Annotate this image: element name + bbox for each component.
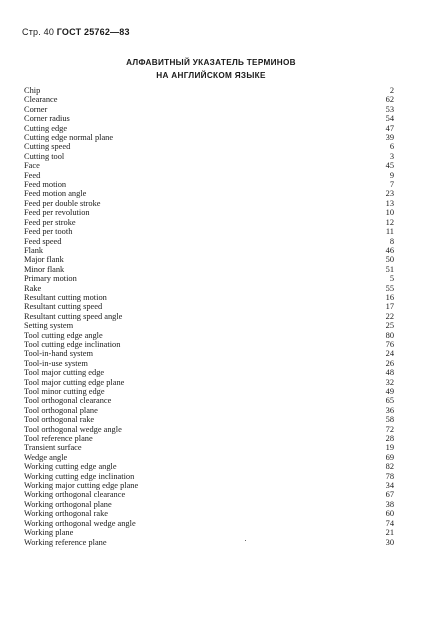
index-term-number: 60 xyxy=(385,509,394,519)
index-term-number: 82 xyxy=(385,462,394,472)
index-term-number: 50 xyxy=(385,255,394,265)
index-term: Tool major cutting edge xyxy=(24,368,105,378)
index-entry xyxy=(24,481,394,490)
index-entry xyxy=(24,274,394,283)
index-term-number: 49 xyxy=(385,387,394,396)
index-entry xyxy=(24,434,394,443)
index-term-number: 34 xyxy=(385,481,394,491)
index-entry xyxy=(24,302,394,311)
index-term: Clearance xyxy=(24,95,58,105)
index-term-number: 6 xyxy=(389,142,394,152)
index-term: Tool orthogonal plane xyxy=(24,405,98,415)
index-term: Feed per double stroke xyxy=(24,198,101,208)
index-entry xyxy=(24,293,394,302)
index-entry xyxy=(24,312,394,321)
index-term-number: 8 xyxy=(389,236,394,246)
index-term: Tool-in-hand system xyxy=(24,349,93,359)
index-entry xyxy=(24,208,394,217)
index-term-number: 3 xyxy=(389,151,394,161)
index-term: Working orthogonal clearance xyxy=(24,490,126,500)
index-term: Feed motion xyxy=(24,180,67,190)
index-term-number: 54 xyxy=(385,114,394,124)
index-term: Major flank xyxy=(24,255,64,265)
index-entry xyxy=(24,255,394,264)
index-term: Feed per stroke xyxy=(24,217,76,227)
index-entry xyxy=(24,500,394,509)
index-term: Resultant cutting speed angle xyxy=(24,311,123,321)
index-term-number: 72 xyxy=(385,424,394,434)
index-entry xyxy=(24,218,394,227)
index-term: Working reference plane xyxy=(24,537,107,547)
index-term: Wedge angle xyxy=(24,452,68,462)
index-term-number: 5 xyxy=(389,274,394,284)
index-term: Tool orthogonal rake xyxy=(24,415,95,425)
index-entry xyxy=(24,359,394,368)
index-entry xyxy=(24,378,394,387)
index-term: Working major cutting edge plane xyxy=(24,481,139,491)
index-term: Flank xyxy=(24,245,44,255)
index-entry xyxy=(24,321,394,330)
index-entry xyxy=(24,528,394,537)
index-entry xyxy=(24,95,394,104)
index-term: Cutting tool xyxy=(24,151,65,161)
index-term-number: 22 xyxy=(385,311,394,321)
index-entry xyxy=(24,180,394,189)
index-term: Feed per tooth xyxy=(24,227,73,237)
index-term-number: 36 xyxy=(385,405,394,415)
index-term: Working cutting edge angle xyxy=(24,462,117,472)
page-number-label: Стр. 40 xyxy=(22,27,55,37)
index-term-number: 58 xyxy=(385,415,394,425)
index-term-number: 30 xyxy=(385,537,394,547)
index-entry xyxy=(24,443,394,452)
index-term: Minor flank xyxy=(24,264,65,274)
index-term: Resultant cutting motion xyxy=(24,292,107,302)
index-entry xyxy=(24,265,394,274)
index-term: Tool cutting edge angle xyxy=(24,330,103,340)
index-entry xyxy=(24,86,394,95)
index-entry xyxy=(24,246,394,255)
index-term: Working plane xyxy=(24,528,74,538)
index-term: Chip xyxy=(24,86,41,95)
index-entry xyxy=(24,161,394,170)
index-entry xyxy=(24,284,394,293)
index-entry xyxy=(24,142,394,151)
index-term: Tool reference plane xyxy=(24,434,93,444)
index-term-number: 32 xyxy=(385,377,394,387)
index-term-number: 45 xyxy=(385,161,394,171)
index-entry xyxy=(24,227,394,236)
index-entry xyxy=(24,519,394,528)
index-term-number: 55 xyxy=(385,283,394,293)
index-term-number: 39 xyxy=(385,133,394,143)
index-term-number: 48 xyxy=(385,368,394,378)
index-term: Tool orthogonal wedge angle xyxy=(24,424,122,434)
index-term-number: 25 xyxy=(385,321,394,331)
index-entry xyxy=(24,509,394,518)
index-term: Working orthogonal plane xyxy=(24,499,112,509)
index-term-number: 7 xyxy=(389,180,394,190)
index-term-number: 12 xyxy=(385,217,394,227)
index-term-number: 10 xyxy=(385,208,394,218)
index-term: Cutting edge normal plane xyxy=(24,133,114,143)
page-header xyxy=(22,27,130,37)
index-term: Primary motion xyxy=(24,274,77,284)
index-entry xyxy=(24,114,394,123)
index-term-number: 69 xyxy=(385,452,394,462)
index-term: Tool-in-use system xyxy=(24,358,88,368)
index-term: Feed per revolution xyxy=(24,208,90,218)
index-title xyxy=(0,56,422,82)
index-entry xyxy=(24,152,394,161)
index-term-number: 28 xyxy=(385,434,394,444)
index-term: Rake xyxy=(24,283,42,293)
index-term: Face xyxy=(24,161,40,171)
index-entry xyxy=(24,406,394,415)
index-term-number: 67 xyxy=(385,490,394,500)
index-entry xyxy=(24,105,394,114)
index-term-number: 38 xyxy=(385,499,394,509)
index-term: Setting system xyxy=(24,321,74,331)
index-term: Tool minor cutting edge xyxy=(24,387,105,396)
index-term: Tool cutting edge inclination xyxy=(24,339,121,349)
index-entry xyxy=(24,199,394,208)
index-entry xyxy=(24,189,394,198)
index-entry xyxy=(24,396,394,405)
index-entry xyxy=(24,453,394,462)
index-entry xyxy=(24,133,394,142)
index-term: Corner radius xyxy=(24,114,70,124)
index-term-number: 19 xyxy=(385,443,394,453)
index-entry xyxy=(24,490,394,499)
index-term: Feed xyxy=(24,170,41,180)
index-term-number: 9 xyxy=(389,170,394,180)
index-term-number: 62 xyxy=(385,95,394,105)
index-term: Transient surface xyxy=(24,443,82,453)
index-term: Working orthogonal wedge angle xyxy=(24,518,136,528)
index-term-number: 24 xyxy=(385,349,394,359)
index-entry xyxy=(24,349,394,358)
index-term-number: 47 xyxy=(385,123,394,133)
index-term-number: 17 xyxy=(385,302,394,312)
index-entry xyxy=(24,237,394,246)
index-term: Tool orthogonal clearance xyxy=(24,396,112,406)
index-term-number: 21 xyxy=(385,528,394,538)
index-term-number: 2 xyxy=(389,86,394,95)
index-term-number: 76 xyxy=(385,339,394,349)
index-entry xyxy=(24,124,394,133)
index-term: Feed motion angle xyxy=(24,189,87,199)
index-term: Corner xyxy=(24,104,48,114)
index-entry xyxy=(24,425,394,434)
index-entry xyxy=(24,340,394,349)
index-term-number: 13 xyxy=(385,198,394,208)
index-term-number: 65 xyxy=(385,396,394,406)
index-entry xyxy=(24,472,394,481)
scan-speck xyxy=(245,540,246,541)
index-term-number: 16 xyxy=(385,292,394,302)
term-index-list xyxy=(24,86,394,547)
index-term-number: 23 xyxy=(385,189,394,199)
index-entry xyxy=(24,368,394,377)
standard-designation: ГОСТ 25762—83 xyxy=(56,27,130,37)
index-term: Resultant cutting speed xyxy=(24,302,103,312)
index-term-number: 26 xyxy=(385,358,394,368)
index-term-number: 80 xyxy=(385,330,394,340)
index-term-number: 74 xyxy=(385,518,394,528)
index-entry xyxy=(24,462,394,471)
index-term-number: 78 xyxy=(385,471,394,481)
index-title-line-2: НА АНГЛИЙСКОМ ЯЗЫКЕ xyxy=(156,71,266,80)
index-term: Working orthogonal rake xyxy=(24,509,108,519)
index-entry xyxy=(24,387,394,396)
index-entry xyxy=(24,331,394,340)
index-term-number: 46 xyxy=(385,245,394,255)
index-term-number: 51 xyxy=(385,264,394,274)
index-entry xyxy=(24,538,394,547)
index-term: Feed speed xyxy=(24,236,62,246)
index-entry xyxy=(24,171,394,180)
index-term-number: 53 xyxy=(385,104,394,114)
index-term: Tool major cutting edge plane xyxy=(24,377,125,387)
index-term-number: 11 xyxy=(385,227,394,237)
index-term: Working cutting edge inclination xyxy=(24,471,135,481)
index-entry xyxy=(24,415,394,424)
index-title-line-1: АЛФАВИТНЫЙ УКАЗАТЕЛЬ ТЕРМИНОВ xyxy=(126,58,296,67)
index-term: Cutting speed xyxy=(24,142,71,152)
index-term: Cutting edge xyxy=(24,123,68,133)
